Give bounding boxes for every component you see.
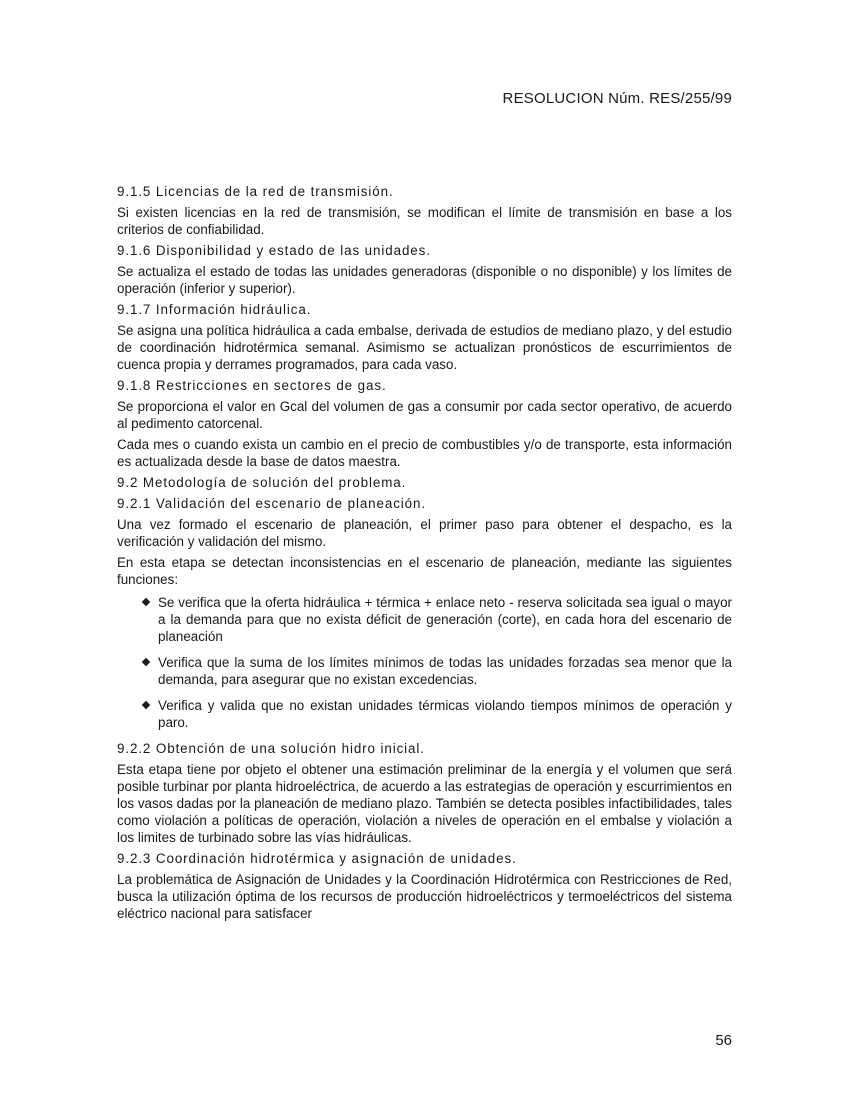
section-heading-9-2: 9.2 Metodología de solución del problema. — [117, 475, 407, 490]
section-heading-9-1-7: 9.1.7 Información hidráulica. — [117, 302, 312, 317]
section-heading-9-2-3: 9.2.3 Coordinación hidrotérmica y asignación de unidades. — [117, 851, 517, 866]
section-paragraph: Cada mes o cuando exista un cambio en el precio de combustibles y/o de transporte, esta información es actualizada desde la base de datos maestra. — [117, 437, 732, 469]
bullet-text: Se verifica que la oferta hidráulica + térmica + enlace neto - reserva solicitada sea igual o mayor a la demanda para que no exista déficit de generación (corte), en cada hora del escenario de planeación — [158, 595, 732, 644]
diamond-bullet-icon — [142, 701, 150, 709]
bullet-text: Verifica y valida que no existan unidades térmicas violando tiempos mínimos de operación y paro. — [158, 698, 732, 730]
section-paragraph: Se asigna una política hidráulica a cada embalse, derivada de estudios de mediano plazo, y del estudio de coordinación hidrotérmica semanal. Asimismo se actualizan pronósticos de escurrimientos de cuenca propia y derrames programados, para cada vaso. — [117, 323, 732, 372]
diamond-bullet-icon — [142, 658, 150, 666]
section-paragraph: En esta etapa se detectan inconsistencias en el escenario de planeación, mediante las siguientes funciones: — [117, 555, 732, 587]
section-paragraph: Esta etapa tiene por objeto el obtener una estimación preliminar de la energía y el volumen que será posible turbinar por planta hidroeléctrica, de acuerdo a las estrategias de operación y escurrimientos en los vasos dadas por la planeación de mediano plazo. También se detecta posibles infactibilidades, tales como violación a políticas de operación, violación a niveles de operación en el embalse y violación a los limites de turbinado sobre las vías hidráulicas. — [117, 762, 732, 845]
bullet-item — [117, 654, 732, 688]
page-body — [117, 183, 732, 926]
section-paragraph: Si existen licencias en la red de transmisión, se modifican el límite de transmisión en base a los criterios de confiabilidad. — [117, 205, 732, 237]
bullet-item — [117, 697, 732, 731]
page-number: 56 — [715, 1032, 732, 1049]
bullet-text: Verifica que la suma de los límites mínimos de todas las unidades forzadas sea menor que la demanda, para asegurar que no existan excedencias. — [158, 655, 732, 687]
page-header: RESOLUCION Núm. RES/255/99 — [502, 90, 732, 107]
section-paragraph: Se actualiza el estado de todas las unidades generadoras (disponible o no disponible) y los límites de operación (inferior y superior). — [117, 264, 732, 296]
section-paragraph: Una vez formado el escenario de planeación, el primer paso para obtener el despacho, es la verificación y validación del mismo. — [117, 517, 732, 549]
section-paragraph: La problemática de Asignación de Unidades y la Coordinación Hidrotérmica con Restricciones de Red, busca la utilización óptima de los recursos de producción hidroeléctricos y termoeléctricos del sistema eléctrico nacional para satisfacer — [117, 872, 732, 921]
section-paragraph: Se proporciona el valor en Gcal del volumen de gas a consumir por cada sector operativo, de acuerdo al pedimento catorcenal. — [117, 399, 732, 431]
diamond-bullet-icon — [142, 598, 150, 606]
section-heading-9-1-6: 9.1.6 Disponibilidad y estado de las unidades. — [117, 243, 431, 258]
section-heading-9-2-2: 9.2.2 Obtención de una solución hidro inicial. — [117, 741, 425, 756]
bullet-item — [117, 594, 732, 645]
section-heading-9-1-5: 9.1.5 Licencias de la red de transmisión. — [117, 184, 394, 199]
bullet-list — [117, 594, 732, 731]
section-heading-9-2-1: 9.2.1 Validación del escenario de planeación. — [117, 496, 426, 511]
section-heading-9-1-8: 9.1.8 Restricciones en sectores de gas. — [117, 378, 387, 393]
